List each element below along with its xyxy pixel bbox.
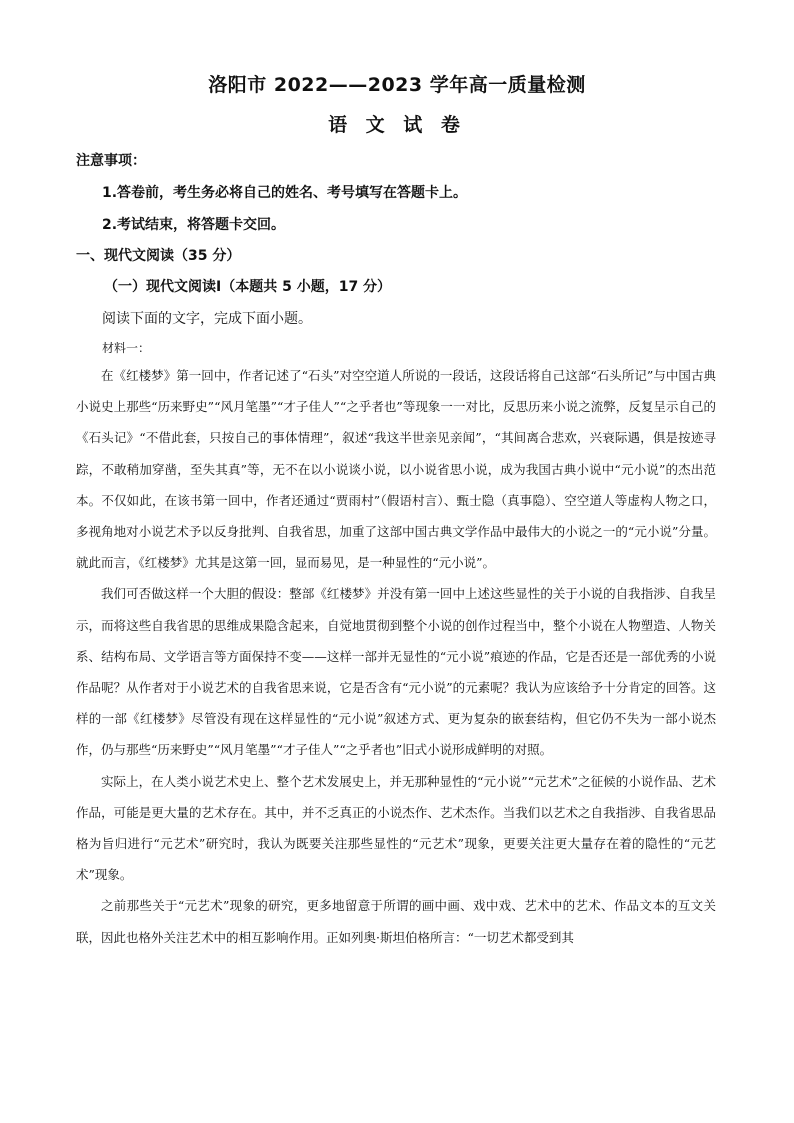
material-label: 材料一：	[102, 341, 151, 355]
passage-paragraph-2: 我们可否做这样一个大胆的假设：整部《红楼梦》并没有第一回中上述这些显性的关于小说的自我指涉、自我呈示，而将这些自我省思的思维成果隐含起来，自觉地贯彻到整个小说的创作过程当中，整个小说在人物塑造、人物关系、结构布局、文学语言等方面保持不变——这样一部并无显性的“元小说”痕迹的作品，它是否还是一部优秀的小说作品呢？从作者对于小说艺术的自我省思来说，它是否含有“元小说”的元素呢？我认为应该给予十分肯定的回答。这样的一部《红楼梦》尽管没有现在这样显性的“元小说”叙述方式、更为复杂的嵌套结构，但它仍不失为一部小说杰作，仍与那些“历来野史”“风月笔墨”“才子佳人”“之乎者也”旧式小说形成鲜明的对照。	[76, 586, 716, 758]
passage-paragraph-4: 之前那些关于“元艺术”现象的研究，更多地留意于所谓的画中画、戏中戏、艺术中的艺术、作品文本的互文关联，因此也格外关注艺术中的相互影响作用。正如列奥·斯坦伯格所言：“一切艺术都受到其	[76, 898, 716, 945]
notes-heading: 注意事项：	[76, 153, 146, 169]
note-item-1: 1.答卷前，考生务必将自己的姓名、考号填写在答题卡上。	[102, 185, 468, 201]
passage-paragraph-3: 实际上，在人类小说艺术史上、整个艺术发展史上，并无那种显性的“元小说”“元艺术”之征候的小说作品、艺术作品，可能是更大量的艺术存在。其中，并不乏真正的小说杰作、艺术杰作。当我们以艺术之自我指涉、自我省思品格为旨归进行“元艺术”研究时，我认为既要关注那些显性的“元艺术”现象，更要关注更大量存在着的隐性的“元艺术”现象。	[76, 773, 716, 883]
exam-subject-title: 语 文 试 卷	[328, 114, 466, 136]
page-title: 洛阳市 2022——2023 学年高一质量检测	[208, 74, 586, 96]
reading-passage	[76, 360, 716, 953]
passage-paragraph-1: 在《红楼梦》第一回中，作者记述了“石头”对空空道人所说的一段话，这段话将自己这部“石头所记”与中国古典小说史上那些“历来野史”“风月笔墨”“才子佳人”“之乎者也”等现象一一对比，反思历来小说之流弊，反复呈示自己的《石头记》“不借此套，只按自己的事体情理”，叙述“我这半世亲见亲闻”，“其间离合悲欢，兴衰际遇，俱是按迹寻踪，不敢稍加穿凿，至失其真”等，无不在以小说谈小说，以小说省思小说，成为我国古典小说中“元小说”的杰出范本。不仅如此，在该书第一回中，作者还通过“贾雨村”（假语村言）、甄士隐（真事隐）、空空道人等虚构人物之口，多视角地对小说艺术予以反身批判、自我省思，加重了这部中国古典文学作品中最伟大的小说之一的“元小说”分量。就此而言，《红楼梦》尤其是这第一回，显而易见，是一种显性的“元小说”。	[76, 368, 716, 571]
note-item-2: 2.考试结束，将答题卡交回。	[102, 217, 286, 233]
section-heading: 一、现代文阅读（35 分）	[76, 248, 241, 264]
reading-instruction: 阅读下面的文字，完成下面小题。	[102, 311, 312, 327]
subsection-heading: （一）现代文阅读Ⅰ（本题共 5 小题，17 分）	[104, 279, 392, 295]
